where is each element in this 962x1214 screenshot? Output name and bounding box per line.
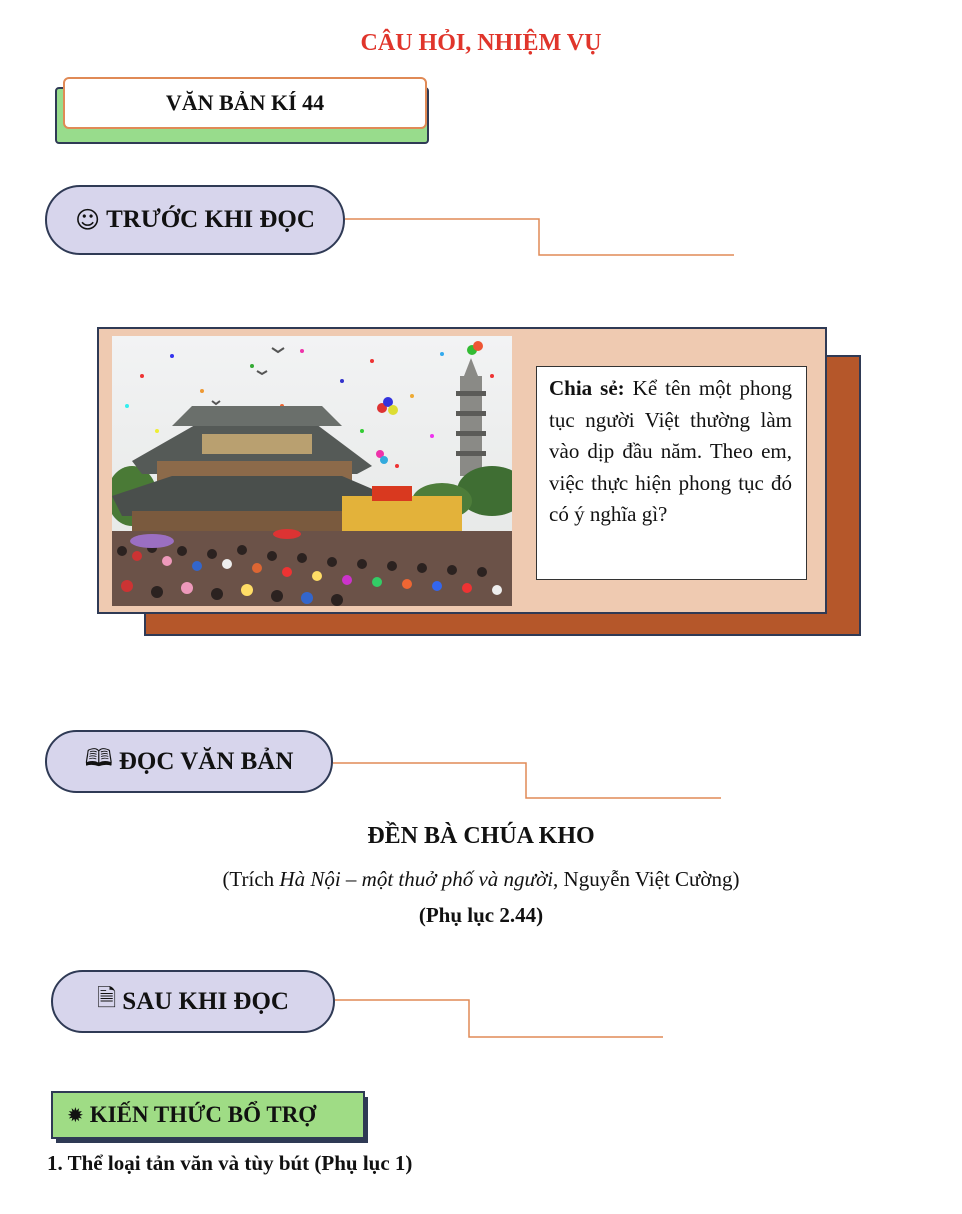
section-after-reading xyxy=(51,970,335,1033)
support-tag xyxy=(51,1091,365,1139)
share-prompt-text: Kể tên một phong tục người Việt thường làm vào dịp đầu năm. Theo em, việc thực hiện phong tục đó có ý nghĩa gì? xyxy=(549,376,792,526)
temple-festival-photo xyxy=(112,336,512,606)
section-connector-line xyxy=(333,762,725,802)
support-tag-label: KIẾN THỨC BỔ TRỢ xyxy=(89,1102,317,1127)
text-source xyxy=(0,867,962,892)
share-prompt-label: Chia sẻ: xyxy=(549,376,625,400)
share-prompt xyxy=(536,366,807,580)
text-title: ĐỀN BÀ CHÚA KHO xyxy=(367,823,595,849)
support-item-heading: 1. Thể loại tản văn và tùy bút (Phụ lục 1) xyxy=(47,1151,413,1175)
section-after-reading-label: SAU KHI ĐỌC xyxy=(122,987,289,1015)
document-icon: 🗎 xyxy=(97,984,117,1012)
section-before-reading xyxy=(45,185,345,255)
section-connector-line xyxy=(335,999,667,1041)
starburst-icon: ✹ xyxy=(67,1103,84,1127)
smiley-icon: ☺ xyxy=(75,206,101,234)
section-connector-line xyxy=(345,218,737,258)
text-source-work: Hà Nội – một thuở phố và người xyxy=(279,867,554,891)
section-before-reading-label: TRƯỚC KHI ĐỌC xyxy=(106,206,315,233)
document-label: VĂN BẢN KÍ 44 xyxy=(63,77,427,129)
text-source-suffix: , Nguyễn Việt Cường) xyxy=(553,867,740,891)
text-source-prefix: (Trích xyxy=(222,867,280,891)
section-reading xyxy=(45,730,333,793)
section-reading-label: ĐỌC VĂN BẢN xyxy=(118,747,294,775)
text-appendix: (Phụ lục 2.44) xyxy=(418,903,544,927)
page-title: CÂU HỎI, NHIỆM VỤ xyxy=(360,30,602,56)
open-book-icon: 🕮 xyxy=(84,744,113,772)
